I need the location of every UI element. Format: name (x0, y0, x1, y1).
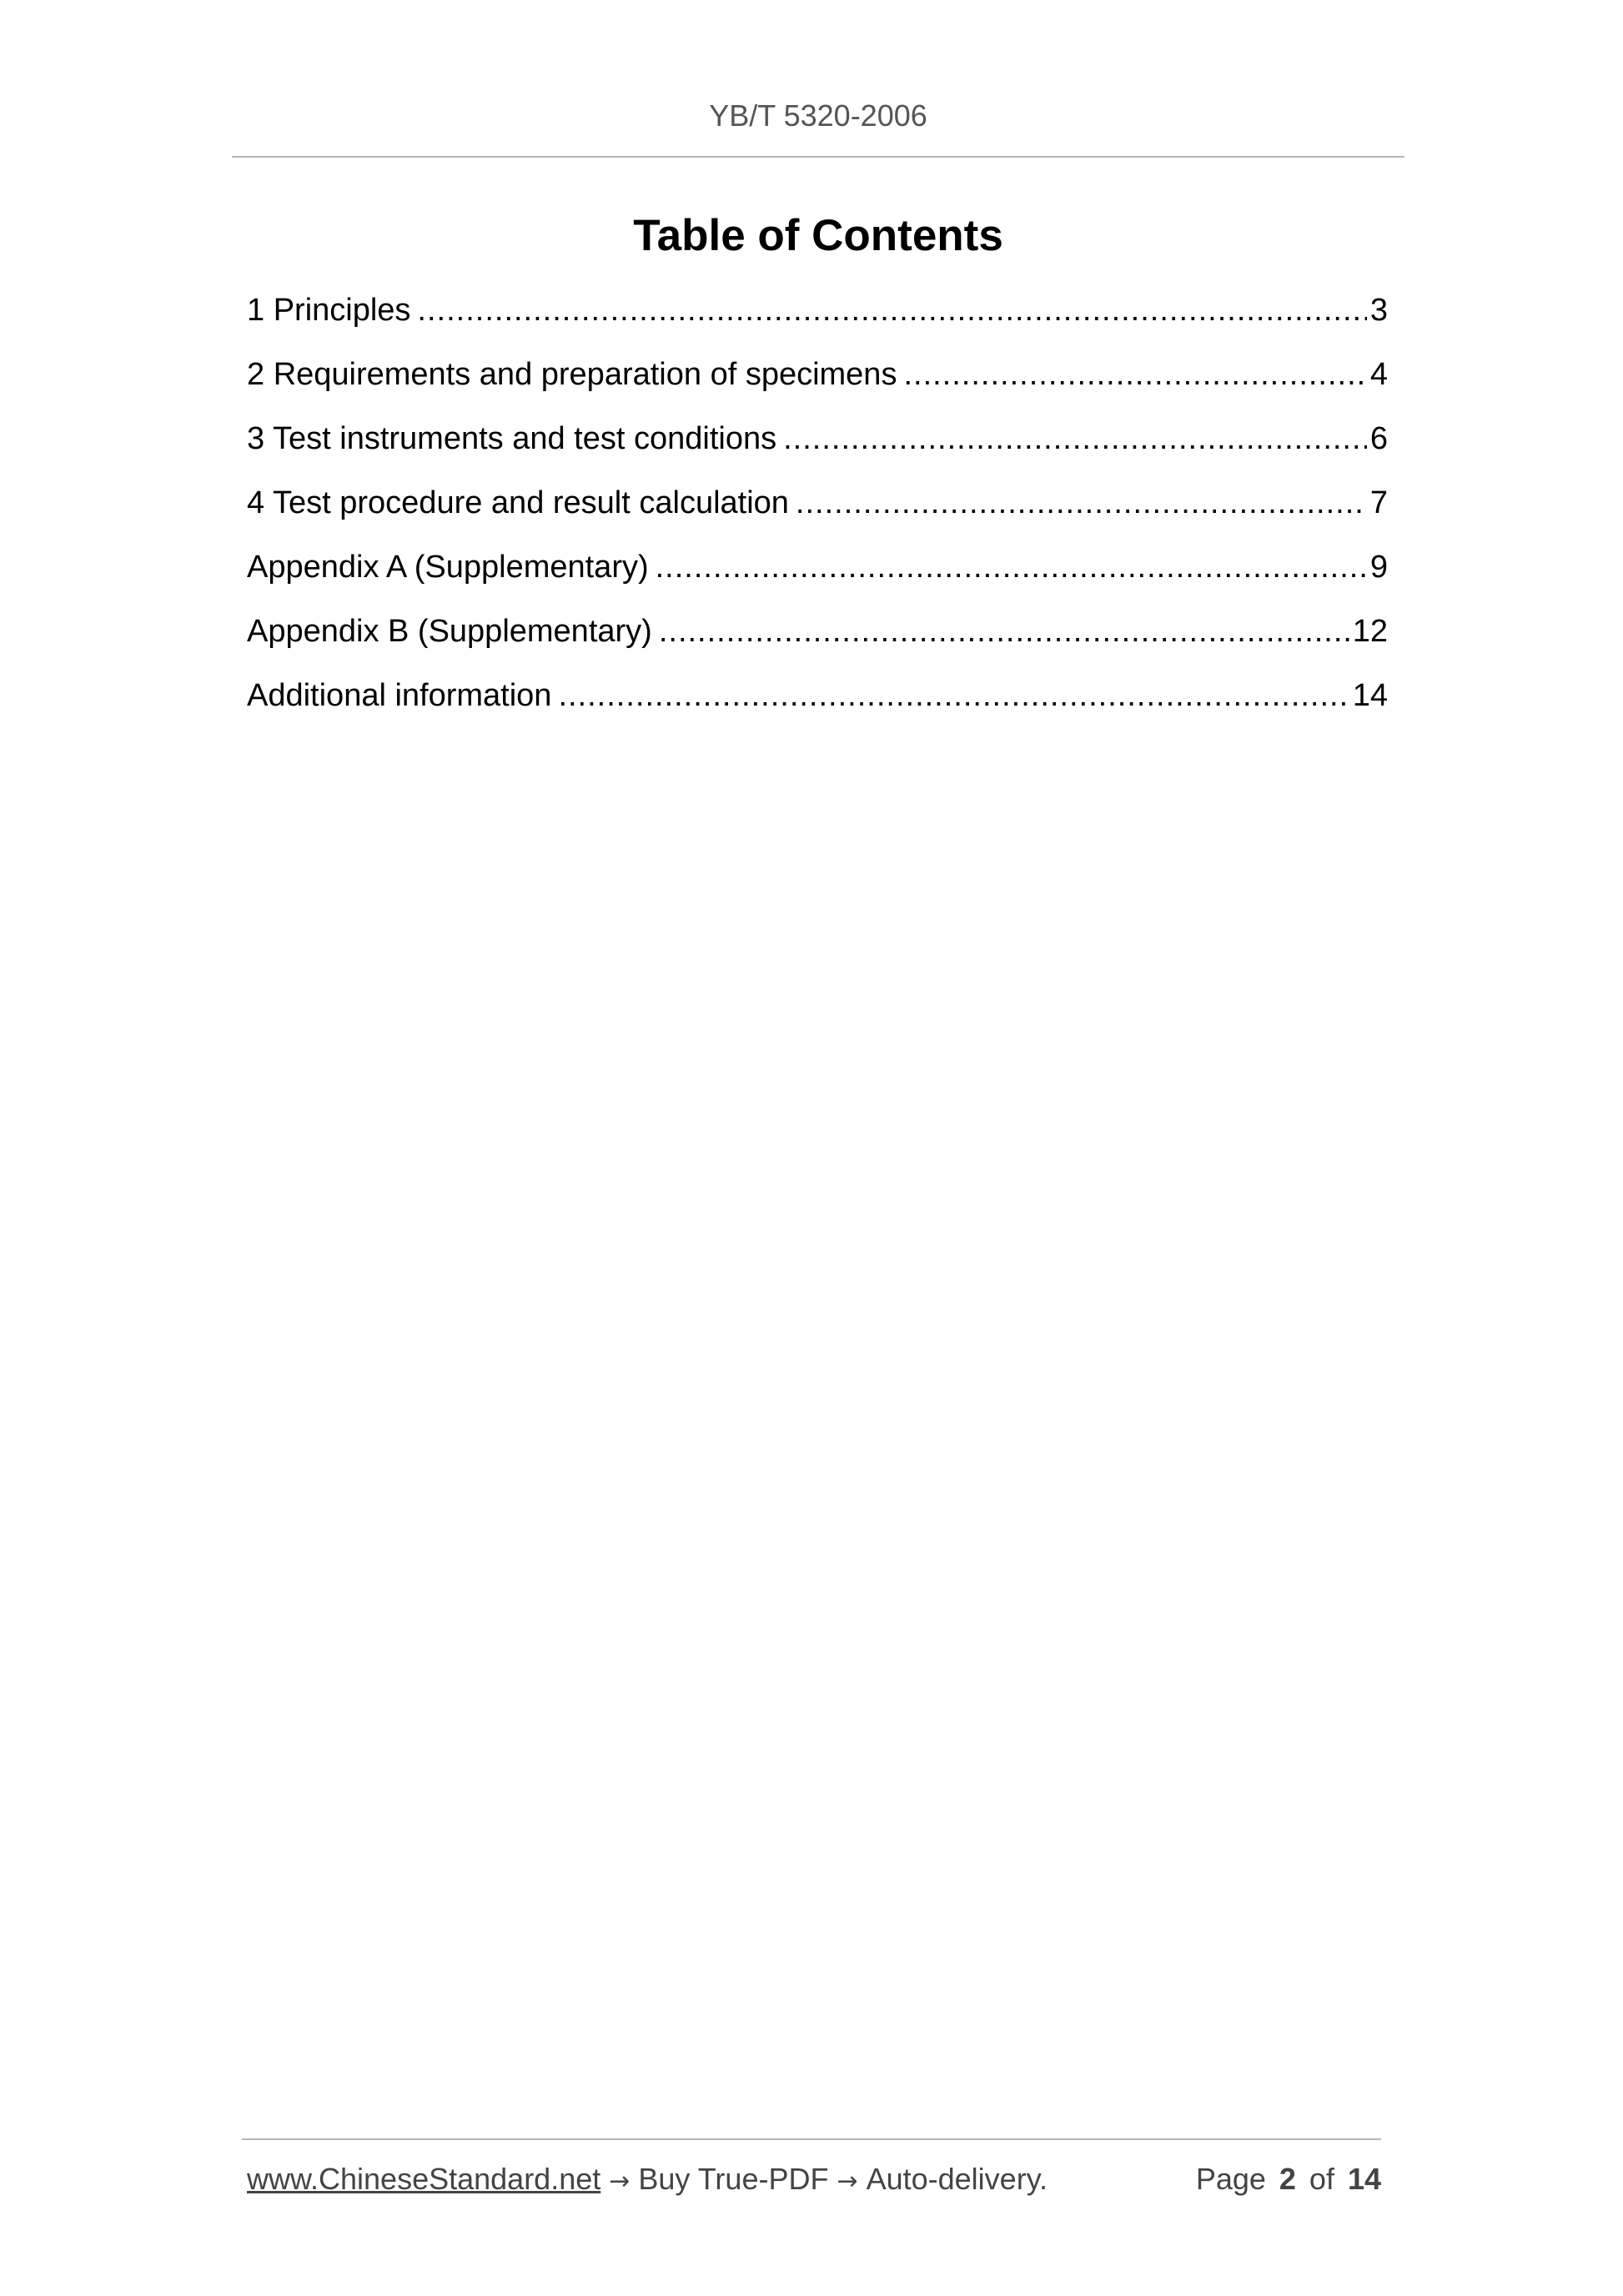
toc-dot-leader (796, 481, 1367, 525)
toc-page-number: 7 (1369, 485, 1388, 520)
toc-entry-additional-information[interactable] (247, 674, 1388, 738)
toc-entry-appendix-a[interactable] (247, 545, 1388, 610)
right-arrow-icon: → (609, 2167, 631, 2196)
toc-page-number: 3 (1369, 293, 1388, 328)
right-arrow-icon: → (837, 2167, 858, 2196)
toc-dot-leader (417, 289, 1366, 332)
current-page-number: 2 (1279, 2162, 1296, 2196)
toc-dot-leader (558, 674, 1349, 717)
toc-page-number: 12 (1352, 614, 1388, 649)
table-of-contents (247, 289, 1388, 738)
toc-entry-label: 3 Test instruments and test conditions (247, 421, 777, 456)
page-word: Page (1195, 2162, 1266, 2196)
toc-entry-requirements[interactable] (247, 353, 1388, 417)
page-footer (247, 2162, 1381, 2197)
toc-dot-leader (903, 353, 1366, 396)
page-counter (1196, 2162, 1381, 2197)
toc-page-number: 14 (1352, 678, 1388, 713)
toc-entry-test-instruments[interactable] (247, 417, 1388, 481)
running-header: YB/T 5320-2006 (709, 98, 927, 133)
toc-entry-label: Additional information (247, 678, 552, 713)
footer-divider (242, 2138, 1381, 2140)
website-link[interactable]: www.ChineseStandard.net (247, 2162, 601, 2196)
toc-entry-label: 1 Principles (247, 293, 411, 328)
toc-entry-label: 4 Test procedure and result calculation (247, 485, 789, 520)
toc-page-number: 6 (1369, 421, 1388, 456)
toc-dot-leader (659, 610, 1349, 653)
toc-entry-appendix-b[interactable] (247, 610, 1388, 674)
toc-entry-principles[interactable] (247, 289, 1388, 353)
toc-page-number: 9 (1369, 550, 1388, 585)
of-word: of (1309, 2162, 1334, 2196)
toc-entry-label: Appendix A (Supplementary) (247, 550, 649, 585)
toc-entry-label: Appendix B (Supplementary) (247, 614, 652, 649)
toc-dot-leader (656, 545, 1367, 589)
header-divider (232, 156, 1404, 158)
toc-entry-test-procedure[interactable] (247, 481, 1388, 545)
toc-entry-label: 2 Requirements and preparation of specimens (247, 357, 897, 392)
footer-promo (247, 2162, 1048, 2197)
total-pages-number: 14 (1347, 2162, 1381, 2196)
toc-dot-leader (783, 417, 1367, 460)
buy-pdf-text: Buy True-PDF (638, 2162, 829, 2196)
page-title: Table of Contents (633, 211, 1003, 260)
auto-delivery-text: Auto-delivery. (866, 2162, 1048, 2196)
toc-page-number: 4 (1369, 357, 1388, 392)
